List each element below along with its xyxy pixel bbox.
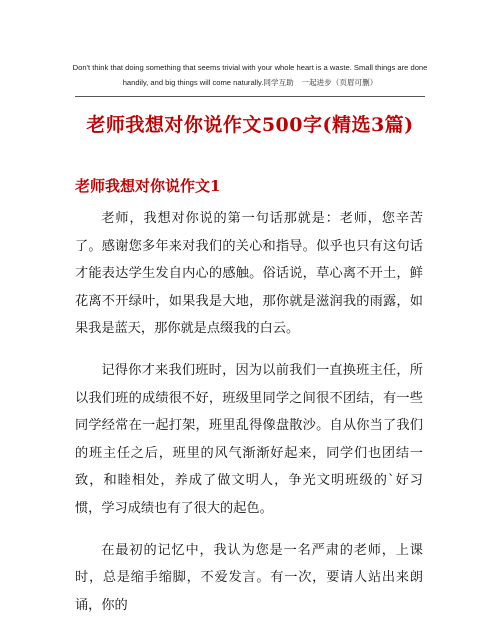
page-header-quote: Don't think that doing something that seems trivial with your whole heart is a waste. Small things are done handily, and big things will come naturally.同学互助 一起进步（页眉可删）: [72, 63, 428, 87]
paragraph: 记得你才来我们班时，因为以前我们一直换班主任，所以我们班的成绩很不好，班级里同学之间很不团结，有一些同学经常在一起打架，班里乱得像盘散沙。自从你当了我们的班主任之后，班里的风气渐渐好起来，同学们也团结一致，和睦相处，养成了做文明人，争光文明班级的`好习惯，学习成绩也有了很大的起色。: [75, 362, 423, 516]
document-title: 老师我想对你说作文500字(精选3篇): [86, 114, 414, 136]
section-heading: 老师我想对你说作文1: [75, 177, 221, 195]
paragraph: 老师，我想对你说的第一句话那就是：老师，您辛苦了。感谢您多年来对我们的关心和指导。似乎也只有这句话才能表达学生发自内心的感触。俗话说，草心离不开土，鲜花离不开绿叶，如果我是大地，那你就是滋润我的雨露，如果我是蓝天，那你就是点缀我的白云。: [75, 211, 423, 337]
body-text: [75, 205, 423, 633]
paragraph: 在最初的记忆中，我认为您是一名严肃的老师，上课时，总是缩手缩脚，不爱发言。有一次，要请人站出来朗诵，你的: [75, 542, 423, 613]
header-divider: [75, 96, 425, 97]
